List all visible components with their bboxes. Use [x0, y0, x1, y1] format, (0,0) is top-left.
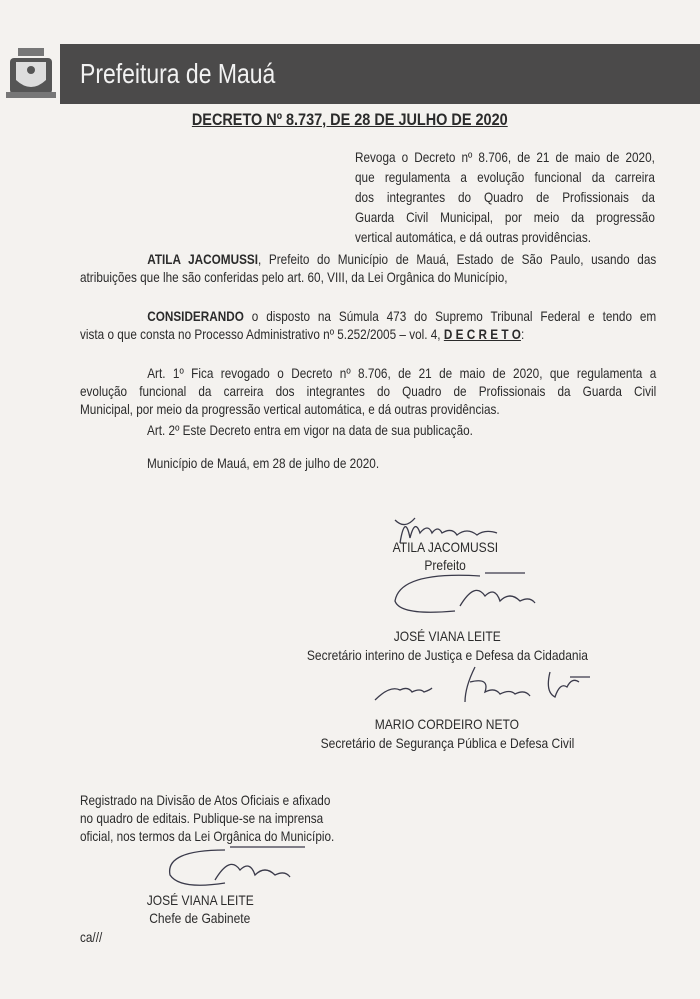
article-text: Art. 1º Fica revogado o Decreto nº 8.706, de 21 de maio de 2020, que regulamenta a	[147, 365, 657, 381]
preamble-text: , Prefeito do Município de Mauá, Estado de São Paulo, usando das	[258, 251, 657, 267]
signature-role: Secretário interino de Justiça e Defesa da Cidadania	[306, 647, 588, 663]
summary-line: dos integrantes do Quadro de Profissionais da	[355, 189, 655, 205]
summary-line: vertical automática, e dá outras providências.	[355, 229, 591, 245]
signature-name: MARIO CORDEIRO NETO	[374, 716, 520, 732]
summary-line: Guarda Civil Municipal, por meio da progressão	[355, 209, 655, 225]
considerando	[80, 307, 700, 343]
coat-of-arms-logo	[2, 46, 60, 102]
decree-title: DECRETO Nº 8.737, DE 28 DE JULHO DE 2020	[192, 110, 508, 129]
summary-line: que regulamenta a evolução funcional da carreira	[355, 169, 655, 185]
mayor-name: ATILA JACOMUSSI	[147, 251, 259, 267]
colon: :	[520, 326, 525, 342]
considerando-text: vista o que consta no Processo Administrativo nº 5.252/2005 – vol. 4,	[80, 326, 444, 342]
header-title: Prefeitura de Mauá	[80, 58, 276, 89]
decreto-keyword: D E C R E T O	[443, 326, 521, 342]
registry-signer-name: JOSÉ VIANA LEITE	[146, 892, 254, 908]
considerando-label: CONSIDERANDO	[147, 308, 244, 324]
signature-role: Prefeito	[424, 557, 466, 573]
place-date: Município de Mauá, em 28 de julho de 2020.	[147, 455, 380, 471]
article-1	[80, 364, 700, 418]
registry-signer-role: Chefe de Gabinete	[149, 910, 251, 926]
preamble-text: atribuições que lhe são conferidas pelo art. 60, VIII, da Lei Orgânica do Município,	[80, 269, 508, 285]
decree-summary	[355, 148, 700, 248]
signature-role: Secretário de Segurança Pública e Defesa Civil	[320, 735, 574, 751]
typist-initials: ca///	[80, 929, 103, 945]
registry-line: Registrado na Divisão de Atos Oficiais e afixado	[80, 792, 331, 808]
article-text: evolução funcional da carreira dos integrantes do Quadro de Profissionais da Guarda Civil	[80, 383, 657, 399]
summary-line: Revoga o Decreto nº 8.706, de 21 de maio de 2020,	[355, 149, 655, 165]
considerando-text: o disposto na Súmula 473 do Supremo Tribunal Federal e tendo em	[243, 308, 657, 324]
registry-line: no quadro de editais. Publique-se na imprensa	[80, 810, 324, 826]
registry-note	[80, 791, 383, 845]
signature-chief-of-staff	[165, 842, 325, 892]
signature-name: JOSÉ VIANA LEITE	[393, 628, 501, 644]
preamble	[80, 250, 700, 286]
signature-secretary-justice	[390, 568, 550, 618]
signature-name: ATILA JACOMUSSI	[392, 539, 498, 555]
registry-line: oficial, nos termos da Lei Orgânica do Município.	[80, 828, 335, 844]
article-text: Municipal, por meio da progressão vertical automática, e dá outras providências.	[80, 401, 500, 417]
signature-secretary-security	[370, 662, 630, 712]
article-2: Art. 2º Este Decreto entra em vigor na data de sua publicação.	[147, 422, 473, 438]
